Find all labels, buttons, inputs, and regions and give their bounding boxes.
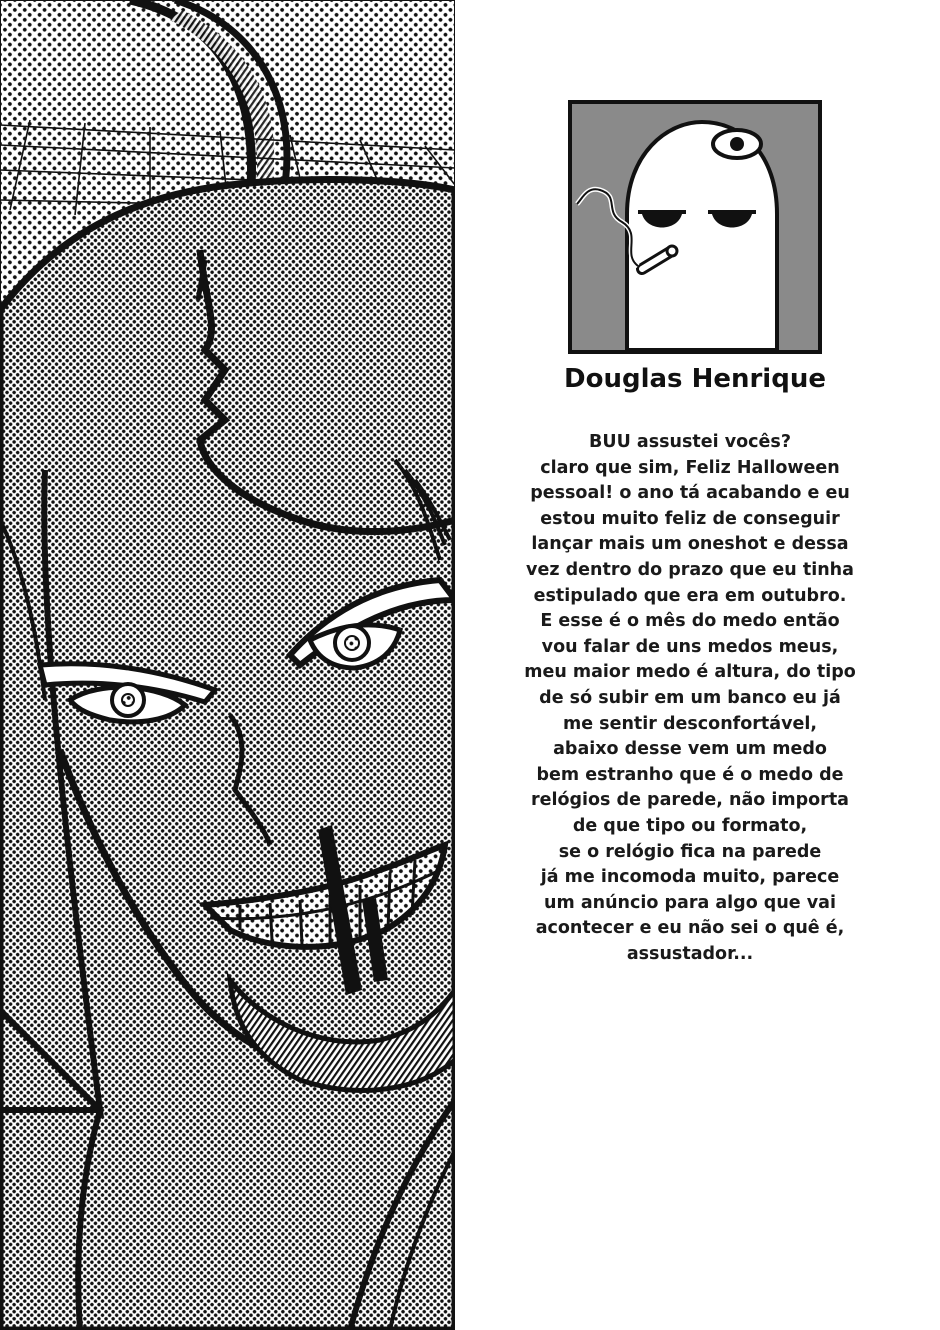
author-name: Douglas Henrique [564,364,826,394]
note-line: relógios de parede, não importa [530,790,849,811]
note-line: estipulado que era em outubro. [533,585,847,606]
note-line: lançar mais um oneshot e dessa [531,534,849,555]
note-line: bem estranho que é o medo de [536,764,844,785]
manga-artwork [0,0,455,1330]
note-line: pessoal! o ano tá acabando e eu [530,483,850,504]
note-line: acontecer e eu não sei o quê é, [535,918,845,939]
note-line: um anúncio para algo que vai [544,892,836,913]
note-line: já me incomoda muito, parece [540,867,840,888]
note-line: abaixo desse vem um medo [553,739,827,760]
note-line: claro que sim, Feliz Halloween [540,457,840,478]
note-line: vou falar de uns medos meus, [541,636,839,657]
note-line: de só subir em um banco eu já [539,687,841,708]
note-line: estou muito feliz de conseguir [540,508,840,529]
note-line: meu maior medo é altura, do tipo [524,662,856,683]
note-line: de que tipo ou formato, [572,815,808,836]
note-line: se o relógio fica na parede [558,841,822,862]
note-line: me sentir desconfortável, [562,713,818,734]
note-line: E esse é o mês do medo então [540,611,840,632]
note-line: BUU assustei vocês? [589,432,791,452]
author-avatar [568,100,822,354]
author-note [490,430,890,967]
note-line: assustador... [626,943,754,964]
note-line: vez dentro do prazo que eu tinha [526,559,854,580]
